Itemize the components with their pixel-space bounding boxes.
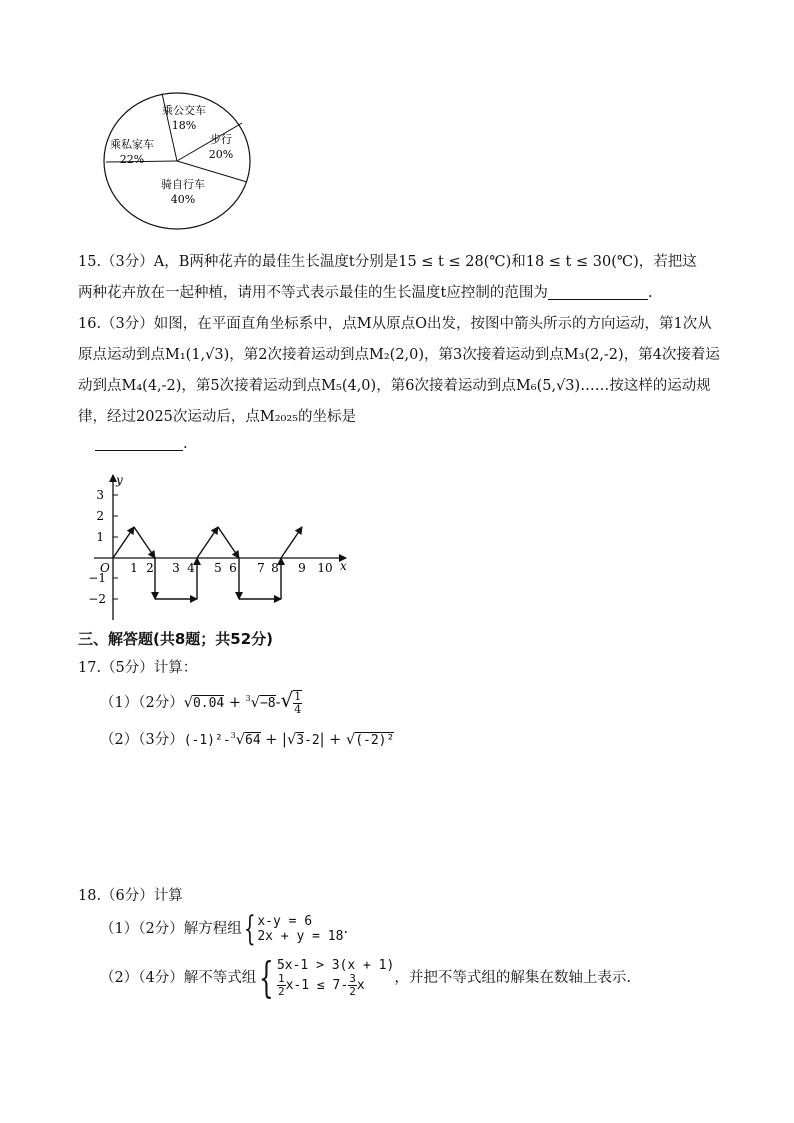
- q16-line3: 动到点M₄(4,-2)，第5次接着运动到点M₅(4,0)，第6次接着运动到点M₆(5,√3)……按这样的运动规: [78, 378, 711, 394]
- x-axis-label: x: [340, 559, 347, 573]
- q18-p1-prefix: （1）（2分）解方程组: [100, 921, 242, 937]
- y-tick-1: 1: [96, 530, 104, 544]
- minus: -: [275, 695, 281, 711]
- q17-p2-prefix: （2）（3分）: [100, 732, 184, 748]
- q17-part2: （2）（3分）(-1)²-$^3$√64 + |√3-2| + √(-2)²: [100, 731, 395, 748]
- x-tick-9: 9: [298, 561, 306, 575]
- q17-p2-b: 64: [245, 733, 261, 748]
- q18-p2-suffix: ，并把不等式组的解集在数轴上表示.: [394, 970, 631, 986]
- q17-p1-b: −8: [259, 696, 276, 711]
- sqrt-icon: √: [183, 695, 193, 711]
- q18-part2: [100, 953, 631, 1002]
- x-tick-2: 2: [146, 561, 154, 575]
- pie-pct-walk: 20%: [208, 148, 234, 161]
- plus: +: [228, 695, 246, 711]
- frac-half: $\frac{1}{2}$: [277, 972, 285, 998]
- y-tick-neg2: −2: [88, 592, 106, 606]
- sqrt-icon: √: [280, 688, 294, 712]
- frac-num: 1: [294, 690, 302, 703]
- q15-line2: [78, 281, 652, 302]
- q16-line4: 律，经过2025次运动后，点M₂₀₂₅的坐标是: [78, 409, 356, 425]
- move-11: [281, 527, 302, 558]
- frac-three-halves: $\frac{3}{2}$: [349, 972, 356, 998]
- q18-p2-eq2: [277, 973, 394, 998]
- cbrt-index: 3: [230, 731, 236, 741]
- frac-den: 4: [294, 703, 302, 716]
- move-7: [218, 527, 239, 558]
- y-tick-2: 2: [96, 509, 104, 523]
- pie-pct-bus: 18%: [171, 119, 197, 132]
- q17-part1: [100, 688, 302, 716]
- x-tick-4: 4: [187, 561, 195, 575]
- y-axis-label: y: [116, 473, 123, 487]
- sqrt-icon: √: [345, 732, 356, 748]
- q18-p2-prefix: （2）（4分）解不等式组: [100, 970, 257, 986]
- x-tick-5: 5: [214, 561, 222, 575]
- x-tick-3: 3: [172, 561, 180, 575]
- q16-answer-line: [95, 436, 188, 452]
- transport-pie-chart: [100, 90, 255, 232]
- q16-end: .: [183, 436, 188, 452]
- pie-label-bike: 骑自行车: [161, 178, 205, 191]
- sqrt-icon: √: [235, 732, 246, 748]
- q15-answer-blank[interactable]: [548, 285, 648, 300]
- sqrt-icon: √: [250, 695, 260, 711]
- move-6: [197, 527, 218, 558]
- q18-p1-system: [257, 914, 343, 944]
- q18-p2-system: [277, 958, 394, 998]
- q16-answer-blank[interactable]: [95, 436, 183, 451]
- x-tick-1: 1: [130, 561, 138, 575]
- q18-p2-eq1: 5x-1 > 3(x + 1): [276, 958, 395, 973]
- pie-label-car: 乘私家车: [110, 138, 154, 151]
- q18-p1-eq2: 2x + y = 18: [257, 929, 344, 944]
- x-tick-6: 6: [229, 561, 237, 575]
- pie-label-bus: 乘公交车: [162, 104, 206, 117]
- q18-part1: （1）（2分）解方程组{ x-y = 6 2x + y = 18 .: [100, 909, 349, 949]
- pie-pct-car: 22%: [119, 153, 145, 166]
- q16-line1: 16.（3分）如图，在平面直角坐标系中，点M从原点O出发，按图中箭头所示的方向运动，第1次从: [78, 316, 712, 332]
- x-tick-8: 8: [271, 561, 279, 575]
- cbrt-index: 3: [245, 694, 251, 704]
- brace-icon: {: [243, 909, 256, 949]
- x-tick-10: 10: [317, 561, 333, 575]
- q18-p2-eq2-end: x: [356, 978, 365, 993]
- q17-p1-prefix: （1）（2分）: [100, 695, 184, 711]
- q17-p2-a: (-1)²-: [183, 733, 231, 748]
- q17-p1-frac: [293, 690, 302, 716]
- origin-label: O: [100, 561, 110, 575]
- q17-p1-a: 0.04: [192, 696, 225, 711]
- q18-title: 18.（6分）计算: [78, 888, 183, 904]
- sqrt-icon: √: [286, 732, 297, 748]
- x-tick-7: 7: [257, 561, 265, 575]
- q17-p2-c: 3: [296, 733, 305, 748]
- brace-icon: {: [259, 953, 274, 1002]
- y-tick-3: 3: [96, 488, 104, 502]
- q18-p1-eq1: x-y = 6: [257, 914, 313, 929]
- y-tick-neg1: −1: [88, 571, 106, 585]
- q15-line1: 15.（3分）A，B两种花卉的最佳生长温度t分别是15 ≤ t ≤ 28(℃)和18 ≤ t ≤ 30(℃)，若把这: [78, 254, 697, 270]
- move-2: [134, 527, 155, 558]
- pie-pct-bike: 40%: [170, 193, 196, 206]
- q16-line2: 原点运动到点M₁(1,√3)，第2次接着运动到点M₂(2,0)，第3次接着运动到点M₃(2,-2)，第4次接着运: [78, 347, 720, 363]
- q18-p2-eq2-tail: x-1 ≤ 7-: [285, 978, 349, 993]
- q17-p2-e: (-2)²: [355, 733, 395, 748]
- pie-label-walk: 步行: [210, 133, 232, 146]
- section3-title: 三、解答题(共8题；共52分): [78, 630, 274, 648]
- q17-title: 17.（5分）计算：: [78, 660, 198, 676]
- motion-graph: [88, 470, 358, 625]
- q17-p2-d: -2: [304, 733, 320, 748]
- move-1: [113, 527, 134, 558]
- q15-end: .: [647, 285, 653, 301]
- q15-line2-text: 两种花卉放在一起种植，请用不等式表示最佳的生长温度t应控制的范围为: [78, 285, 548, 301]
